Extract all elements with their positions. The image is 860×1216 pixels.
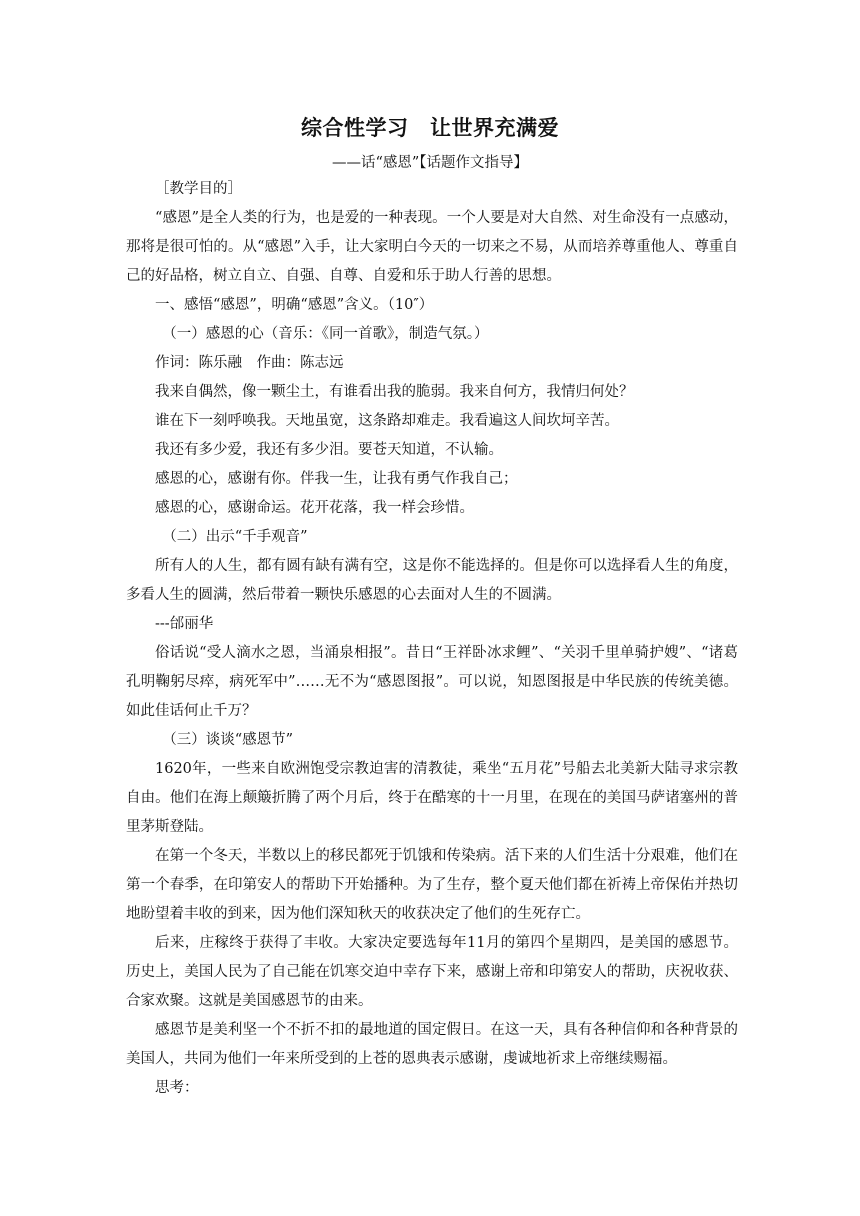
section-heading: 一、感悟“感恩”，明确“感恩”含义。（10″） bbox=[155, 297, 434, 313]
document-subtitle: ——话“感恩”【话题作文指导】 bbox=[331, 155, 529, 171]
quote-attribution: ---邰丽华 bbox=[155, 616, 214, 632]
paragraph: 思考： bbox=[155, 1080, 199, 1096]
song-credits: 作词：陈乐融 作曲：陈志远 bbox=[155, 355, 344, 371]
subsection-heading: （一）感恩的心（音乐：《同一首歌》，制造气氛。） bbox=[162, 326, 489, 342]
lyric-line: 我还有多少爱，我还有多少泪。要苍天知道，不认输。 bbox=[155, 442, 503, 458]
subsection-heading: （二）出示“千手观音” bbox=[162, 529, 308, 545]
paragraph: 感恩节是美利坚一个不折不扣的最地道的国定假日。在这一天，具有各种信仰和各种背景的美国人，共同为他们一年来所受到的上苍的恩典表示感谢，虔诚地祈求上帝继续赐福。 bbox=[126, 1022, 738, 1067]
document-title: 综合性学习 让世界充满爱 bbox=[301, 116, 559, 140]
document-body bbox=[126, 175, 738, 1103]
paragraph: “感恩”是全人类的行为，也是爱的一种表现。一个人要是对大自然、对生命没有一点感动，那将是很可怕的。从“感恩”入手，让大家明白今天的一切来之不易，从而培养尊重他人、尊重自己的好品格，树立自立、自强、自尊、自爱和乐于助人行善的思想。 bbox=[126, 210, 738, 284]
paragraph: 在第一个冬天，半数以上的移民都死于饥饿和传染病。活下来的人们生活十分艰难，他们在第一个春季，在印第安人的帮助下开始播种。为了生存，整个夏天他们都在祈祷上帝保佑并热切地盼望着丰收的到来，因为他们深知秋天的收获决定了他们的生死存亡。 bbox=[126, 848, 738, 922]
paragraph: 俗话说“受人滴水之恩，当涌泉相报”。昔日“王祥卧冰求鲤”、“关羽千里单骑护嫂”、“诸葛孔明鞠躬尽瘁，病死军中”……无不为“感恩图报”。可以说，知恩图报是中华民族的传统美德。如此佳话何止千万？ bbox=[126, 645, 738, 719]
lyric-line: 我来自偶然，像一颗尘土，有谁看出我的脆弱。我来自何方，我情归何处？ bbox=[155, 384, 634, 400]
subsection-heading: （三）谈谈“感恩节” bbox=[162, 732, 294, 748]
paragraph: 所有人的人生，都有圆有缺有满有空，这是你不能选择的。但是你可以选择看人生的角度，多看人生的圆满，然后带着一颗快乐感恩的心去面对人生的不圆满。 bbox=[126, 558, 738, 603]
lyric-line: 感恩的心，感谢命运。花开花落，我一样会珍惜。 bbox=[155, 500, 474, 516]
lyric-line: 谁在下一刻呼唤我。天地虽宽，这条路却难走。我看遍这人间坎坷辛苦。 bbox=[155, 413, 619, 429]
lyric-line: 感恩的心，感谢有你。伴我一生，让我有勇气作我自己； bbox=[155, 471, 518, 487]
paragraph: 1620年，一些来自欧洲饱受宗教迫害的清教徒，乘坐“五月花”号船去北美新大陆寻求宗教自由。他们在海上颠簸折腾了两个月后，终于在酷寒的十一月里，在现在的美国马萨诸塞州的普里茅斯登陆。 bbox=[126, 761, 738, 835]
paragraph: 后来，庄稼终于获得了丰收。大家决定要选每年11月的第四个星期四，是美国的感恩节。历史上，美国人民为了自己能在饥寒交迫中幸存下来，感谢上帝和印第安人的帮助，庆祝收获、合家欢聚。这就是美国感恩节的由来。 bbox=[126, 935, 738, 1009]
section-heading-objectives: ［教学目的］ bbox=[155, 181, 242, 197]
